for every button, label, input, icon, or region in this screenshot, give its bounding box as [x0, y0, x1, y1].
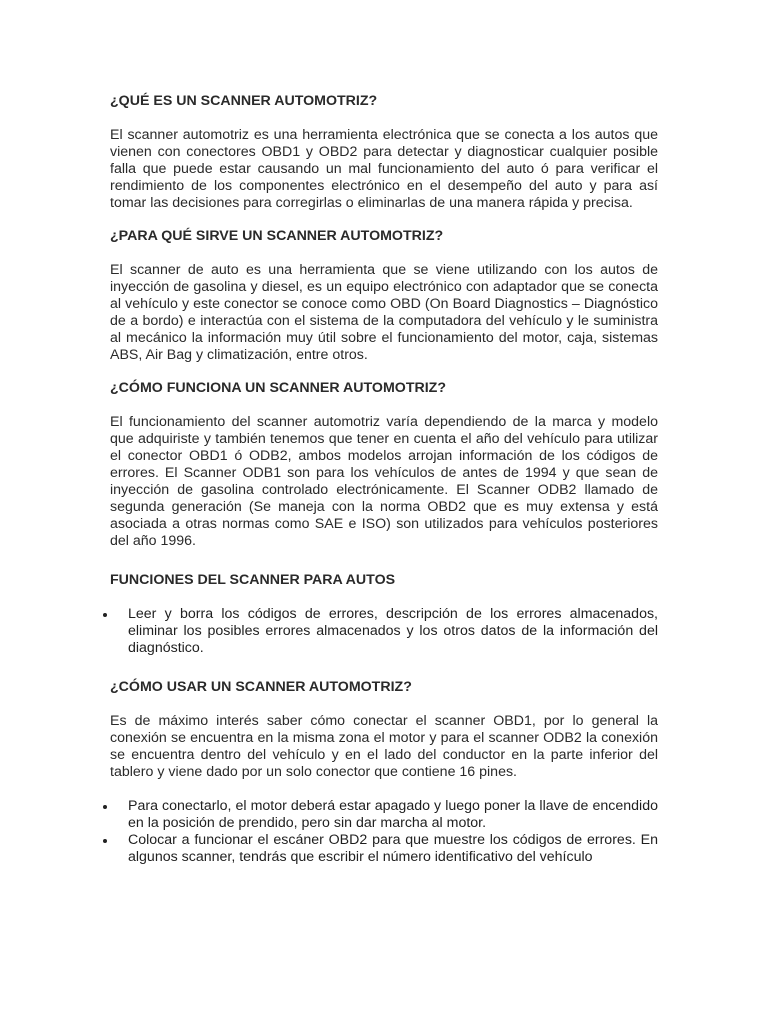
section-paragraph-para-que-sirve: El scanner de auto es una herramienta que se viene utilizando con los autos de inyección de gasolina y diesel, es un equipo electrónico con adaptador que se conecta al vehículo y este conector se conoce como OBD (On Board Diagnostics – Diagnóstico de a bordo) e interactúa con el sistema de la computadora del vehículo y le suministra al mecánico la información muy útil sobre el funcionamiento del motor, caja, sistemas ABS, Air Bag y climatización, entre otros. — [110, 262, 658, 363]
bullet-list-como-usar — [110, 798, 658, 866]
bullet-icon — [103, 839, 107, 843]
section-paragraph-como-funciona: El funcionamiento del scanner automotriz varía dependiendo de la marca y modelo que adquiriste y también tenemos que tener en cuenta el año del vehículo para utilizar el conector OBD1 ó ODB2, ambos modelos arrojan información de los códigos de errores. El Scanner ODB1 son para los vehículos de antes de 1994 y que sean de inyección de gasolina controlado electrónicamente. El Scanner ODB2 llamado de segunda generación (Se maneja con la norma OBD2 que es muy extensa y está asociada a otras normas como SAE e ISO) son utilizados para vehículos posteriores del año 1996. — [110, 414, 658, 549]
section-heading-para-que-sirve: ¿PARA QUÉ SIRVE UN SCANNER AUTOMOTRIZ? — [110, 228, 444, 244]
list-item-text: Para conectarlo, el motor deberá estar apagado y luego poner la llave de encendido en la posición de prendido, pero sin dar marcha al motor. — [128, 798, 658, 831]
bullet-icon — [103, 613, 107, 617]
section-paragraph-como-usar: Es de máximo interés saber cómo conectar el scanner OBD1, por lo general la conexión se encuentra en la misma zona el motor y para el scanner ODB2 la conexión se encuentra dentro del vehículo y en el lado del conductor en la parte inferior del tablero y viene dado por un solo conector que contiene 16 pines. — [110, 713, 658, 780]
bullet-list-funciones — [110, 606, 658, 657]
list-item-text: Leer y borra los códigos de errores, descripción de los errores almacenados, eliminar los posibles errores almacenados y los otros datos de la información del diagnóstico. — [128, 606, 658, 656]
section-heading-que-es: ¿QUÉ ES UN SCANNER AUTOMOTRIZ? — [110, 93, 378, 109]
section-heading-funciones: FUNCIONES DEL SCANNER PARA AUTOS — [110, 572, 396, 588]
list-item — [110, 798, 658, 832]
document-page — [110, 93, 658, 866]
section-heading-como-usar: ¿CÓMO USAR UN SCANNER AUTOMOTRIZ? — [110, 679, 412, 695]
list-item — [110, 832, 658, 866]
list-item-text: Colocar a funcionar el escáner OBD2 para que muestre los códigos de errores. En algunos scanner, tendrás que escribir el número identificativo del vehículo — [128, 832, 658, 865]
list-item — [110, 606, 658, 657]
section-heading-como-funciona: ¿CÓMO FUNCIONA UN SCANNER AUTOMOTRIZ? — [110, 380, 447, 396]
bullet-icon — [103, 805, 107, 809]
section-paragraph-que-es: El scanner automotriz es una herramienta electrónica que se conecta a los autos que vienen con conectores OBD1 y OBD2 para detectar y diagnosticar cualquier posible falla que puede estar causando un mal funcionamiento del auto ó para verificar el rendimiento de los componentes electrónico en el desempeño del auto y para así tomar las decisiones para corregirlas o eliminarlas de una manera rápida y precisa. — [110, 127, 658, 211]
